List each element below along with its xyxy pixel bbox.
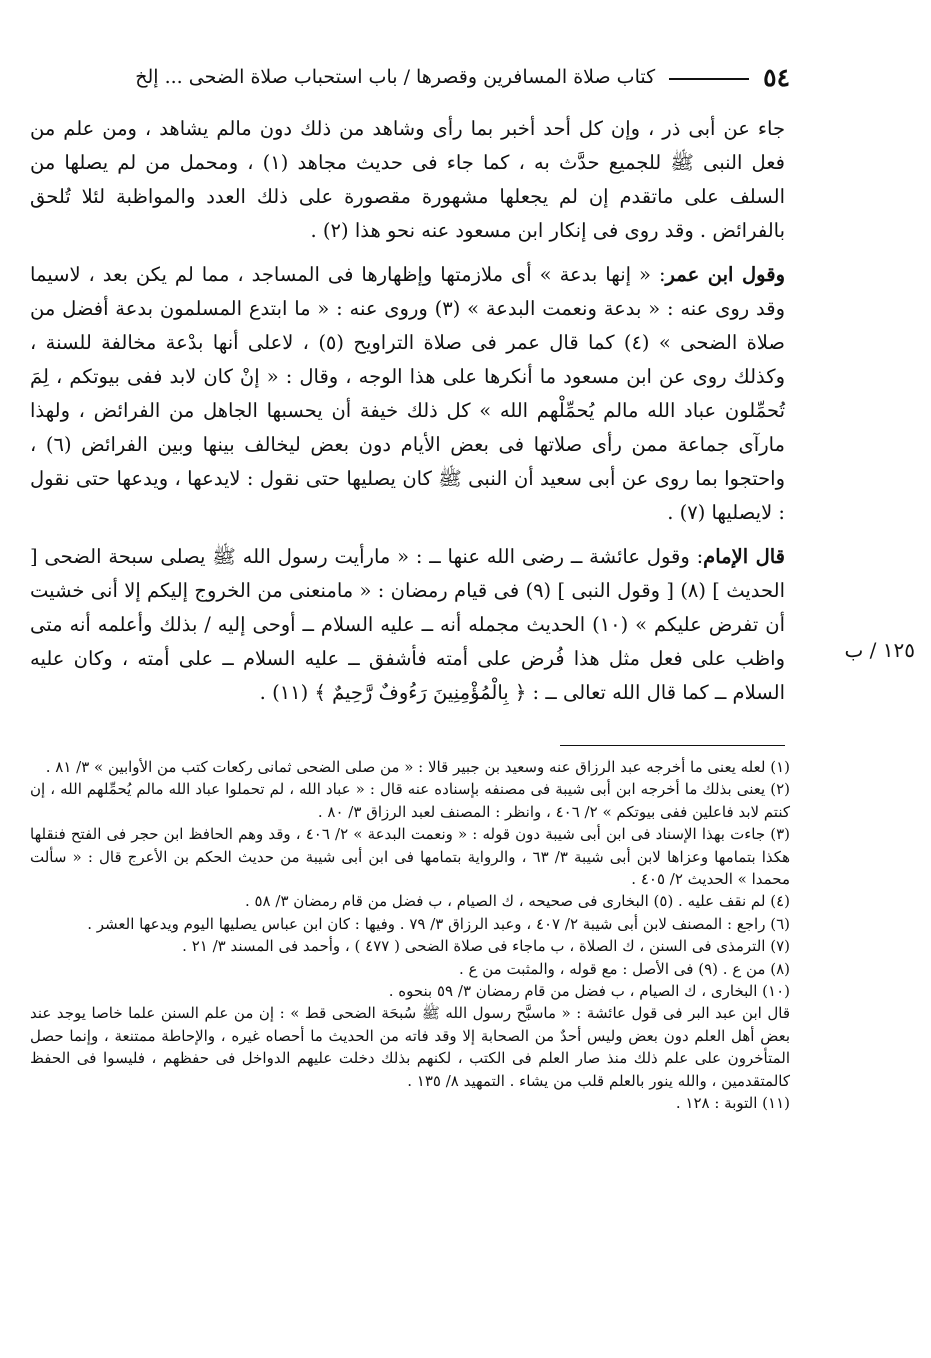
header-rule: [669, 78, 749, 80]
footnote: (١٠) البخارى ، ك الصيام ، ب فضل من قام رمضان ٣/ ٥٩ بنحوه .: [388, 982, 790, 1001]
footnote: (٦) راجع : المصنف لابن أبى شيبة ٢/ ٤٠٧ ، وعبد الرزاق ٣/ ٧٩ . وفيها : كان ابن عباس يصليها اليوم ويدعها العشر .: [87, 914, 790, 933]
footnote: (٤) لم نقف عليه . (٥) البخارى فى صحيحه ، ك الصيام ، ب فضل من قام رمضان ٣/ ٥٨ .: [244, 892, 790, 911]
footnotes: [30, 756, 790, 1115]
paragraph-text: : « إنها بدعة » أى ملازمتها وإظهارها فى المساجد ، مما لم يكن بعد ، لاسيما وقد روى عنه : « بدعة ونعمت البدعة » (٣) وروى عنه : « ما ابتدع المسلمون بدعة أفضل من صلاة الضحى » (٤) كما قال عمر فى صلاة التراويح (٥) ، لاعلى أنها بدْعة مخالفة للسنة ، وكذلك روى عن ابن مسعود ما أنكرها على هذا الوجه ، وقال : « إنْ كان لابد ففى بيوتكم ، لِمَ تُحمِّلون عباد الله مالم يُحمِّلْهم الله » كل ذلك خيفة أن يحسبها الجاهل من الفرائض ، ولهذا مارآى جماعة ممن رأى صلاتها فى بعض الأيام دون بعض ليخالف بينها وبين الفرائض (٦) ، واحتجوا بما روى عن أبى سعيد أن النبى ﷺ كان يصليها حتى نقول : لايدعها ، ويدعها حتى نقول : لايصليها (٧) .: [30, 263, 785, 524]
paragraph-text: جاء عن أبى ذر ، وإن كل أحد أخبر بما رأى وشاهد من ذلك دون مالم يشاهد ، ومن علم من فعل النبى ﷺ للجميع حدَّث به ، كما جاء فى حديث مجاهد (١) ، ومحمل من لم يصلها من السلف على ماتقدم إن لم يجعلها مشهورة مقصورة على ذلك العدد والمواظبة لئلا تُلحق بالفرائض . وقد روى فى إنكار ابن مسعود عنه نحو هذا (٢) .: [30, 117, 785, 242]
main-text: [30, 112, 785, 720]
manuscript-folio-marker: ١٢٥ / ب: [844, 638, 915, 662]
header-title: كتاب صلاة المسافرين وقصرها / باب استحباب صلاة الضحى ... إلخ: [135, 66, 656, 88]
running-header: [30, 60, 790, 94]
footnote: (١١) التوبة : ١٢٨ .: [675, 1094, 790, 1113]
paragraph: [30, 258, 785, 530]
paragraph-text: : وقول عائشة ــ رضى الله عنها ــ : « مارأيت رسول الله ﷺ يصلى سبحة الضحى [ الحديث ] (٨) [ وقول النبى ] (٩) فى قيام رمضان : « مامنعنى من الخروج إليكم إلا أنى خشيت أن تفرض عليكم » (١٠) الحديث مجمله أنه ــ عليه السلام ــ أوحى إليه / بذلك وأعلمه أنه متى واظب على فعل مثل هذا فُرض على أمته فأشفق ــ عليه السلام ــ على أمته ، وكان عليه السلام ــ كما قال الله تعالى ــ : ﴿ بِالْمُؤْمِنِينَ رَءُوفٌ رَّحِيمٌ ﴾ (١١) .: [30, 545, 785, 704]
paragraph: [30, 112, 785, 248]
footnote: (١) لعله يعنى ما أخرجه عبد الرزاق عنه وسعيد بن جبير قالا : « من صلى الضحى ثمانى ركعات كتب من الأوابين » ٣/ ٨١ .: [45, 758, 790, 776]
footnote-divider: [560, 745, 785, 746]
page-number: ٥٤: [763, 62, 790, 92]
footnote: قال ابن عبد البر فى قول عائشة : « ماسبَّح رسول الله ﷺ سُبحَة الضحى قط » : إن من علم السنن علما خاصا يوجد عند بعض أهل العلم دون بعض وليس أحدٌ من الصحابة إلا وقد فاته من الحديث ما أحصاه غيره ، والإحاطة ممتنعة ، وإنما حصل المتأخرون على علم ذلك منذ صار العلم فى الكتب ، لكنهم بذلك دخلت عليهم الدواخل فى حفظهم ، فليسوا فى الحفظ كالمتقدمين ، والله ينور بالعلم قلب من يشاء . التمهيد ٨/ ١٣٥ .: [30, 1004, 790, 1090]
paragraph-lead: قال الإمام: [703, 545, 786, 568]
footnote: (٨) من ع . (٩) فى الأصل : مع قوله ، والمثبت من ع .: [458, 959, 790, 978]
footnote: (٣) جاءت بهذا الإسناد فى ابن أبى شيبة دون قوله : « ونعمت البدعة » ٢/ ٤٠٦ ، وقد وهم الحافظ ابن حجر فى الفتح فنقلها هكذا بتمامها وعزاها لابن أبى شيبة ٣/ ٦٣ ، والرواية بتمامها فى ابن أبى شيبة من حديث الحكم بن الأعرج قال : « سألت محمدا » الحديث ٢/ ٤٠٥ .: [30, 825, 790, 889]
footnote: (٢) يعنى بذلك ما أخرجه ابن أبى شيبة فى مصنفه بإسناده عنه قال : « عباد الله ، لم تحملوا عباد الله مالم يُحمِّلهم الله ، إن كنتم لابد فاعلين ففى بيوتكم » ٢/ ٤٠٦ ، وانظر : المصنف لعبد الرزاق ٣/ ٨٠ .: [30, 780, 790, 821]
paragraph-lead: وقول ابن عمر: [665, 263, 785, 286]
footnote: (٧) الترمذى فى السنن ، ك الصلاة ، ب ماجاء فى صلاة الضحى ( ٤٧٧ ) ، وأحمد فى المسند ٣/ ٢١ .: [182, 937, 790, 956]
paragraph: [30, 540, 785, 710]
